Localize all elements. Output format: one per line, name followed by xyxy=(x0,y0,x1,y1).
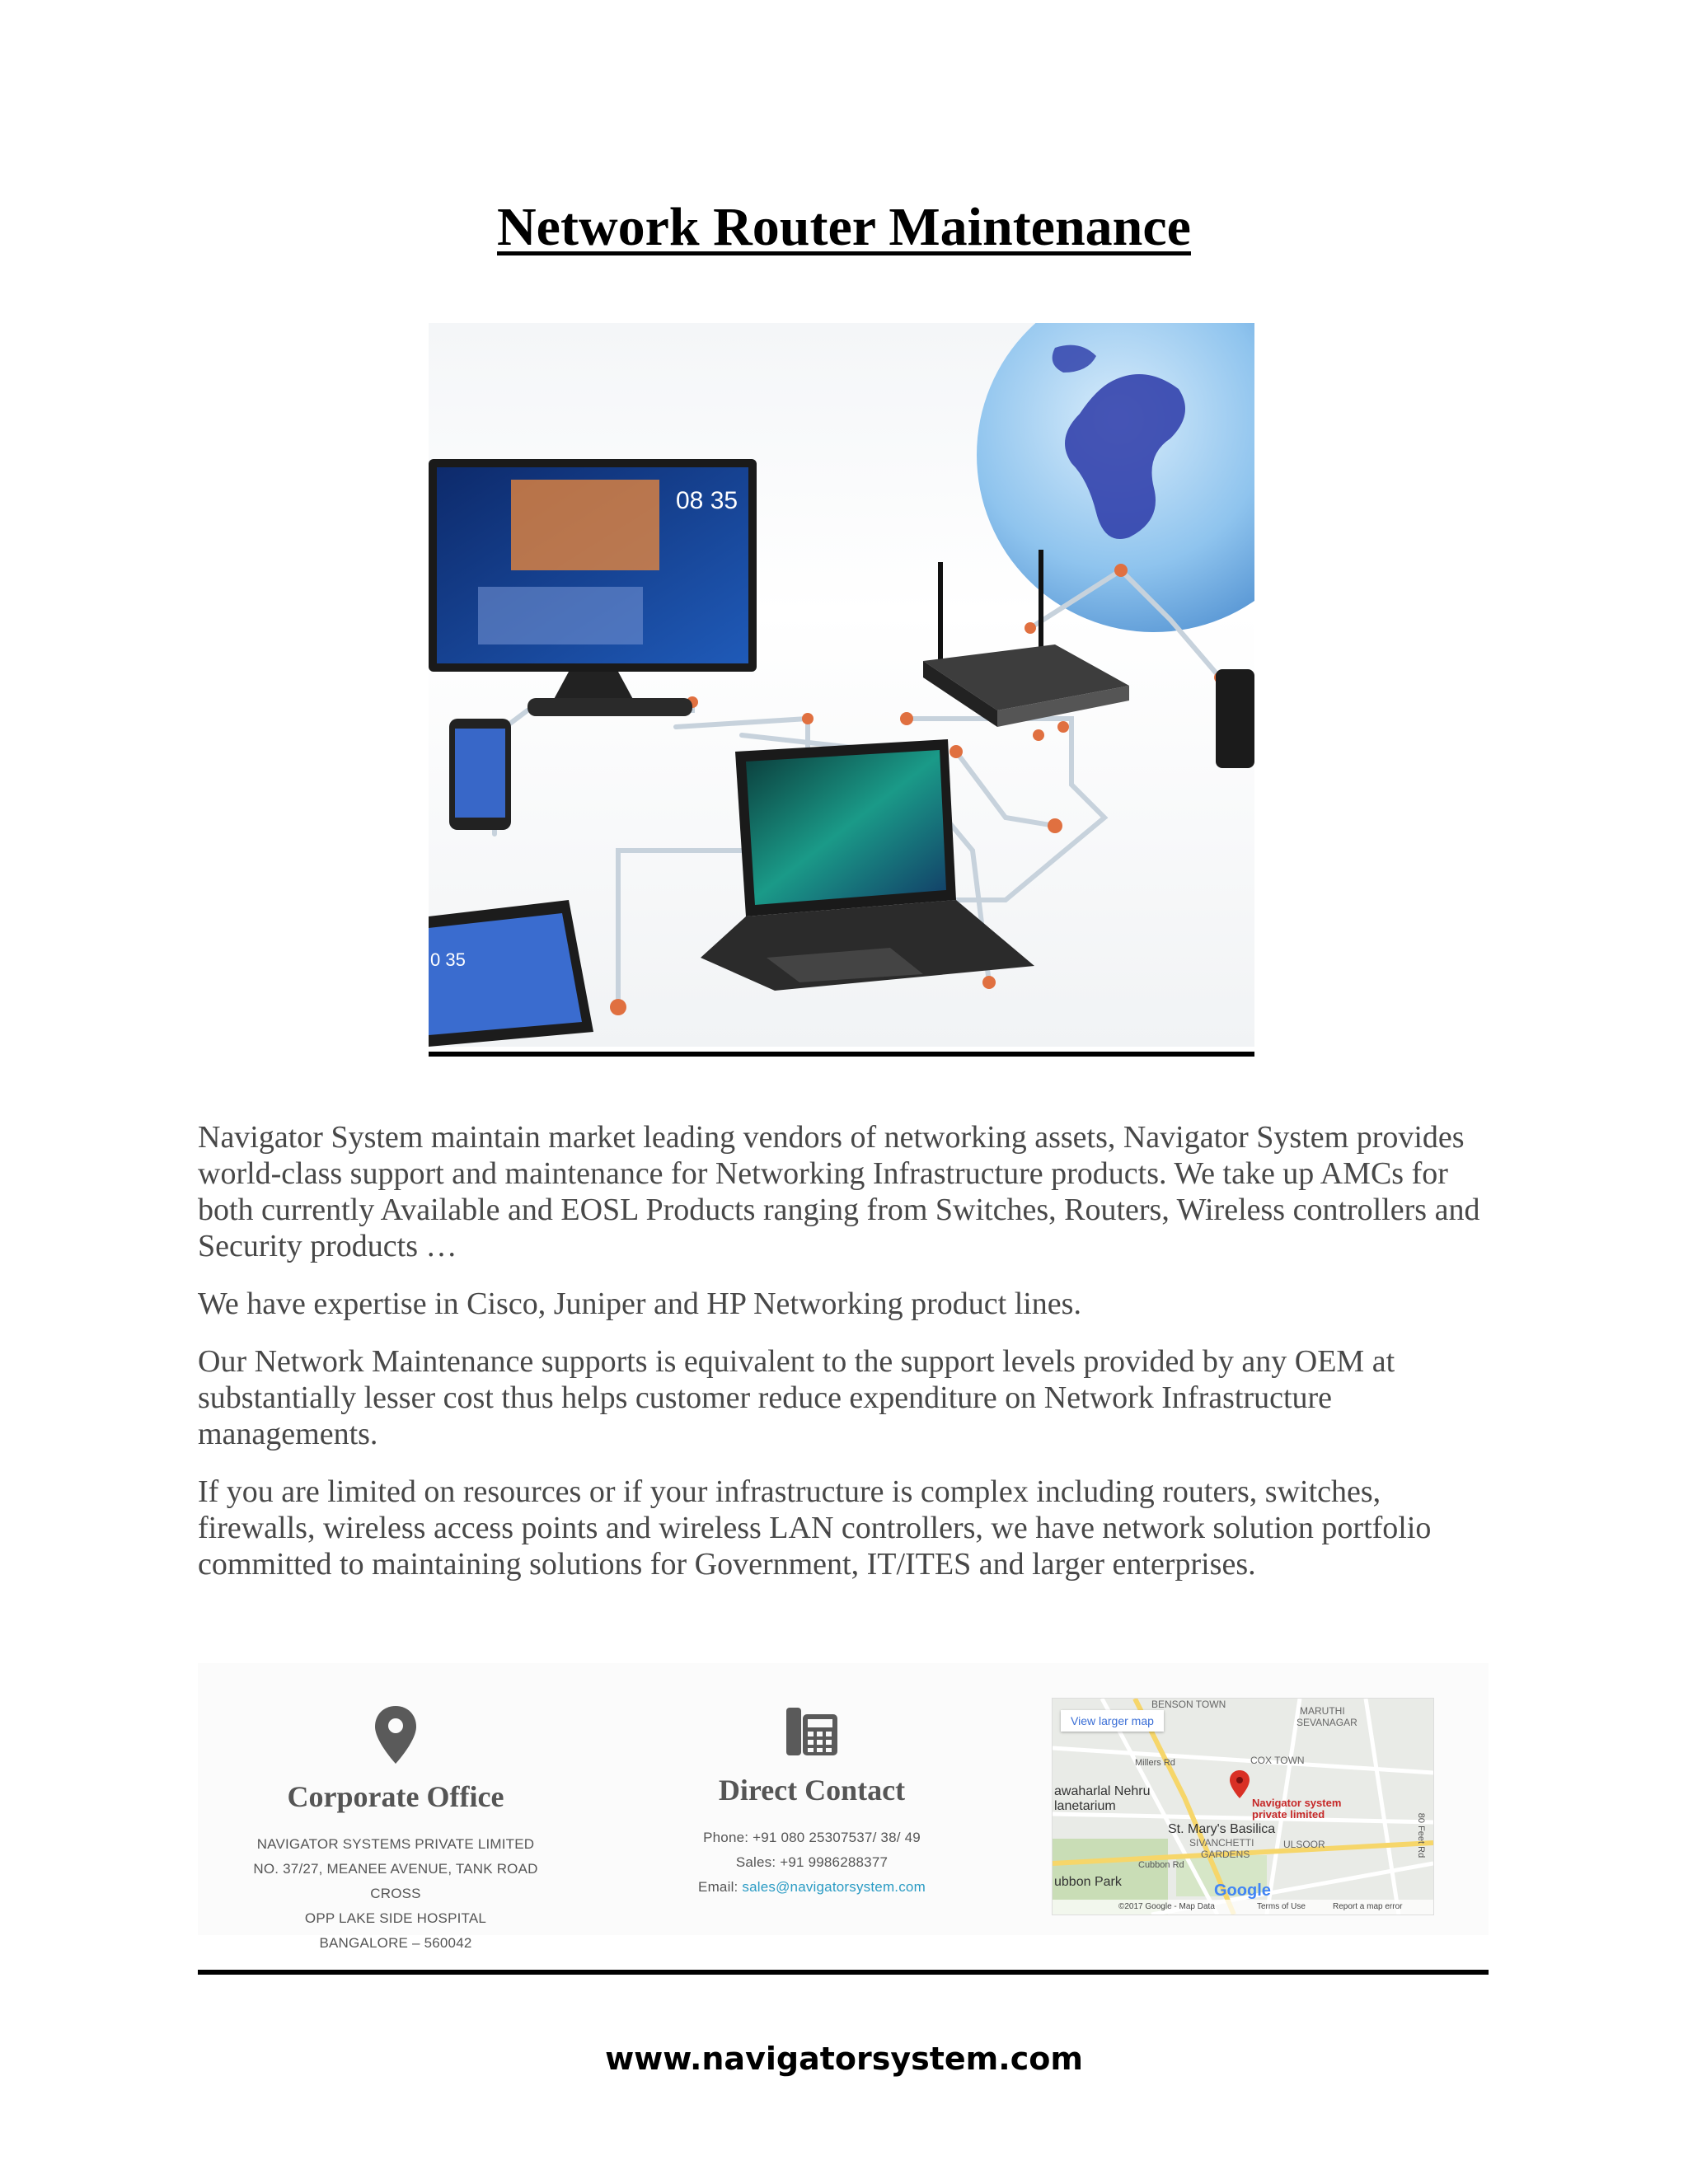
paragraph: If you are limited on resources or if your infrastructure is complex including routers, switches, firewalls, wireless access points and wireless LAN controllers, we have network solution portfolio committed to maintaining solutions for Government, IT/ITES and larger enterprises. xyxy=(198,1474,1432,1582)
map-pin-icon[interactable] xyxy=(1229,1769,1250,1799)
map-pin-label: Navigator system private limited xyxy=(1252,1797,1342,1821)
map-label: Cubbon Rd xyxy=(1138,1860,1184,1870)
image-divider xyxy=(429,1052,1254,1057)
office-line: OPP LAKE SIDE HOSPITAL xyxy=(304,1910,487,1926)
desk-phone-icon xyxy=(783,1704,841,1759)
map-label: lanetarium xyxy=(1054,1799,1116,1813)
tablet-clock: 0 35 xyxy=(430,949,466,970)
map-label: COX TOWN xyxy=(1250,1755,1305,1766)
office-heading: Corporate Office xyxy=(287,1780,504,1813)
sales-text: Sales: +91 9986288377 xyxy=(735,1854,889,1870)
location-pin-icon xyxy=(373,1704,419,1765)
map-label: St. Mary's Basilica xyxy=(1168,1822,1276,1836)
phone-text: Phone: +91 080 25307537/ 38/ 49 xyxy=(703,1830,921,1845)
map-label: GARDENS xyxy=(1201,1849,1250,1860)
email-link[interactable]: sales@navigatorsystem.com xyxy=(742,1879,926,1895)
map-label: Millers Rd xyxy=(1135,1758,1175,1768)
page-title: Network Router Maintenance xyxy=(497,197,1191,257)
paragraph: Navigator System maintain market leading vendors of networking assets, Navigator System provides world-class support and maintenance for Networking Infrastructure products. We take up AMCs for both currently Available and EOSL Products ranging from Switches, Routers, Wireless controllers and Security products … xyxy=(198,1120,1480,1263)
map-footer: ©2017 Google - Map Data Terms of Use Report a map error xyxy=(1053,1900,1433,1915)
direct-contact xyxy=(651,1704,973,1900)
map-label: SIVANCHETTI xyxy=(1189,1837,1254,1849)
view-larger-map-link[interactable]: View larger map xyxy=(1061,1710,1164,1732)
map-label: awaharlal Nehru xyxy=(1054,1784,1151,1798)
phone-icon xyxy=(449,719,511,830)
map-label: SEVANAGAR xyxy=(1296,1717,1357,1728)
paragraph: We have expertise in Cisco, Juniper and HP Networking product lines. xyxy=(198,1286,1081,1321)
map-report-link[interactable]: Report a map error xyxy=(1333,1902,1403,1911)
map-label: 80 Feet Rd xyxy=(1416,1812,1427,1858)
laptop-icon xyxy=(701,739,1034,991)
office-line: NO. 37/27, MEANEE AVENUE, TANK ROAD CROSS xyxy=(253,1861,538,1901)
contact-heading: Direct Contact xyxy=(718,1774,906,1807)
footer-divider xyxy=(198,1970,1489,1975)
globe-icon xyxy=(977,323,1254,632)
map-label: ubbon Park xyxy=(1054,1875,1122,1889)
paragraph: Our Network Maintenance supports is equivalent to the support levels provided by any OEM at substantially lesser cost thus helps customer reduce expenditure on Network Infrastructure managements. xyxy=(198,1344,1395,1451)
map-label: MARUTHI xyxy=(1300,1705,1345,1717)
office-line: NAVIGATOR SYSTEMS PRIVATE LIMITED xyxy=(256,1836,535,1852)
google-logo: Google xyxy=(1214,1882,1271,1900)
description xyxy=(198,1119,1500,1604)
monitor-clock: 08 35 xyxy=(676,487,738,514)
monitor-icon xyxy=(429,459,757,716)
website-url[interactable]: www.navigatorsystem.com xyxy=(605,2041,1083,2077)
email-line: Email: sales@navigatorsystem.com xyxy=(698,1879,926,1895)
corporate-office xyxy=(231,1704,560,1956)
embedded-map[interactable] xyxy=(1052,1698,1434,1915)
map-label: BENSON TOWN xyxy=(1151,1699,1226,1710)
tablet-icon xyxy=(429,900,593,1047)
network-illustration xyxy=(429,323,1254,1047)
office-line: BANGALORE – 560042 xyxy=(319,1935,472,1951)
map-terms-link[interactable]: Terms of Use xyxy=(1257,1902,1306,1911)
map-label: ULSOOR xyxy=(1283,1839,1325,1850)
contact-section xyxy=(198,1663,1489,1951)
